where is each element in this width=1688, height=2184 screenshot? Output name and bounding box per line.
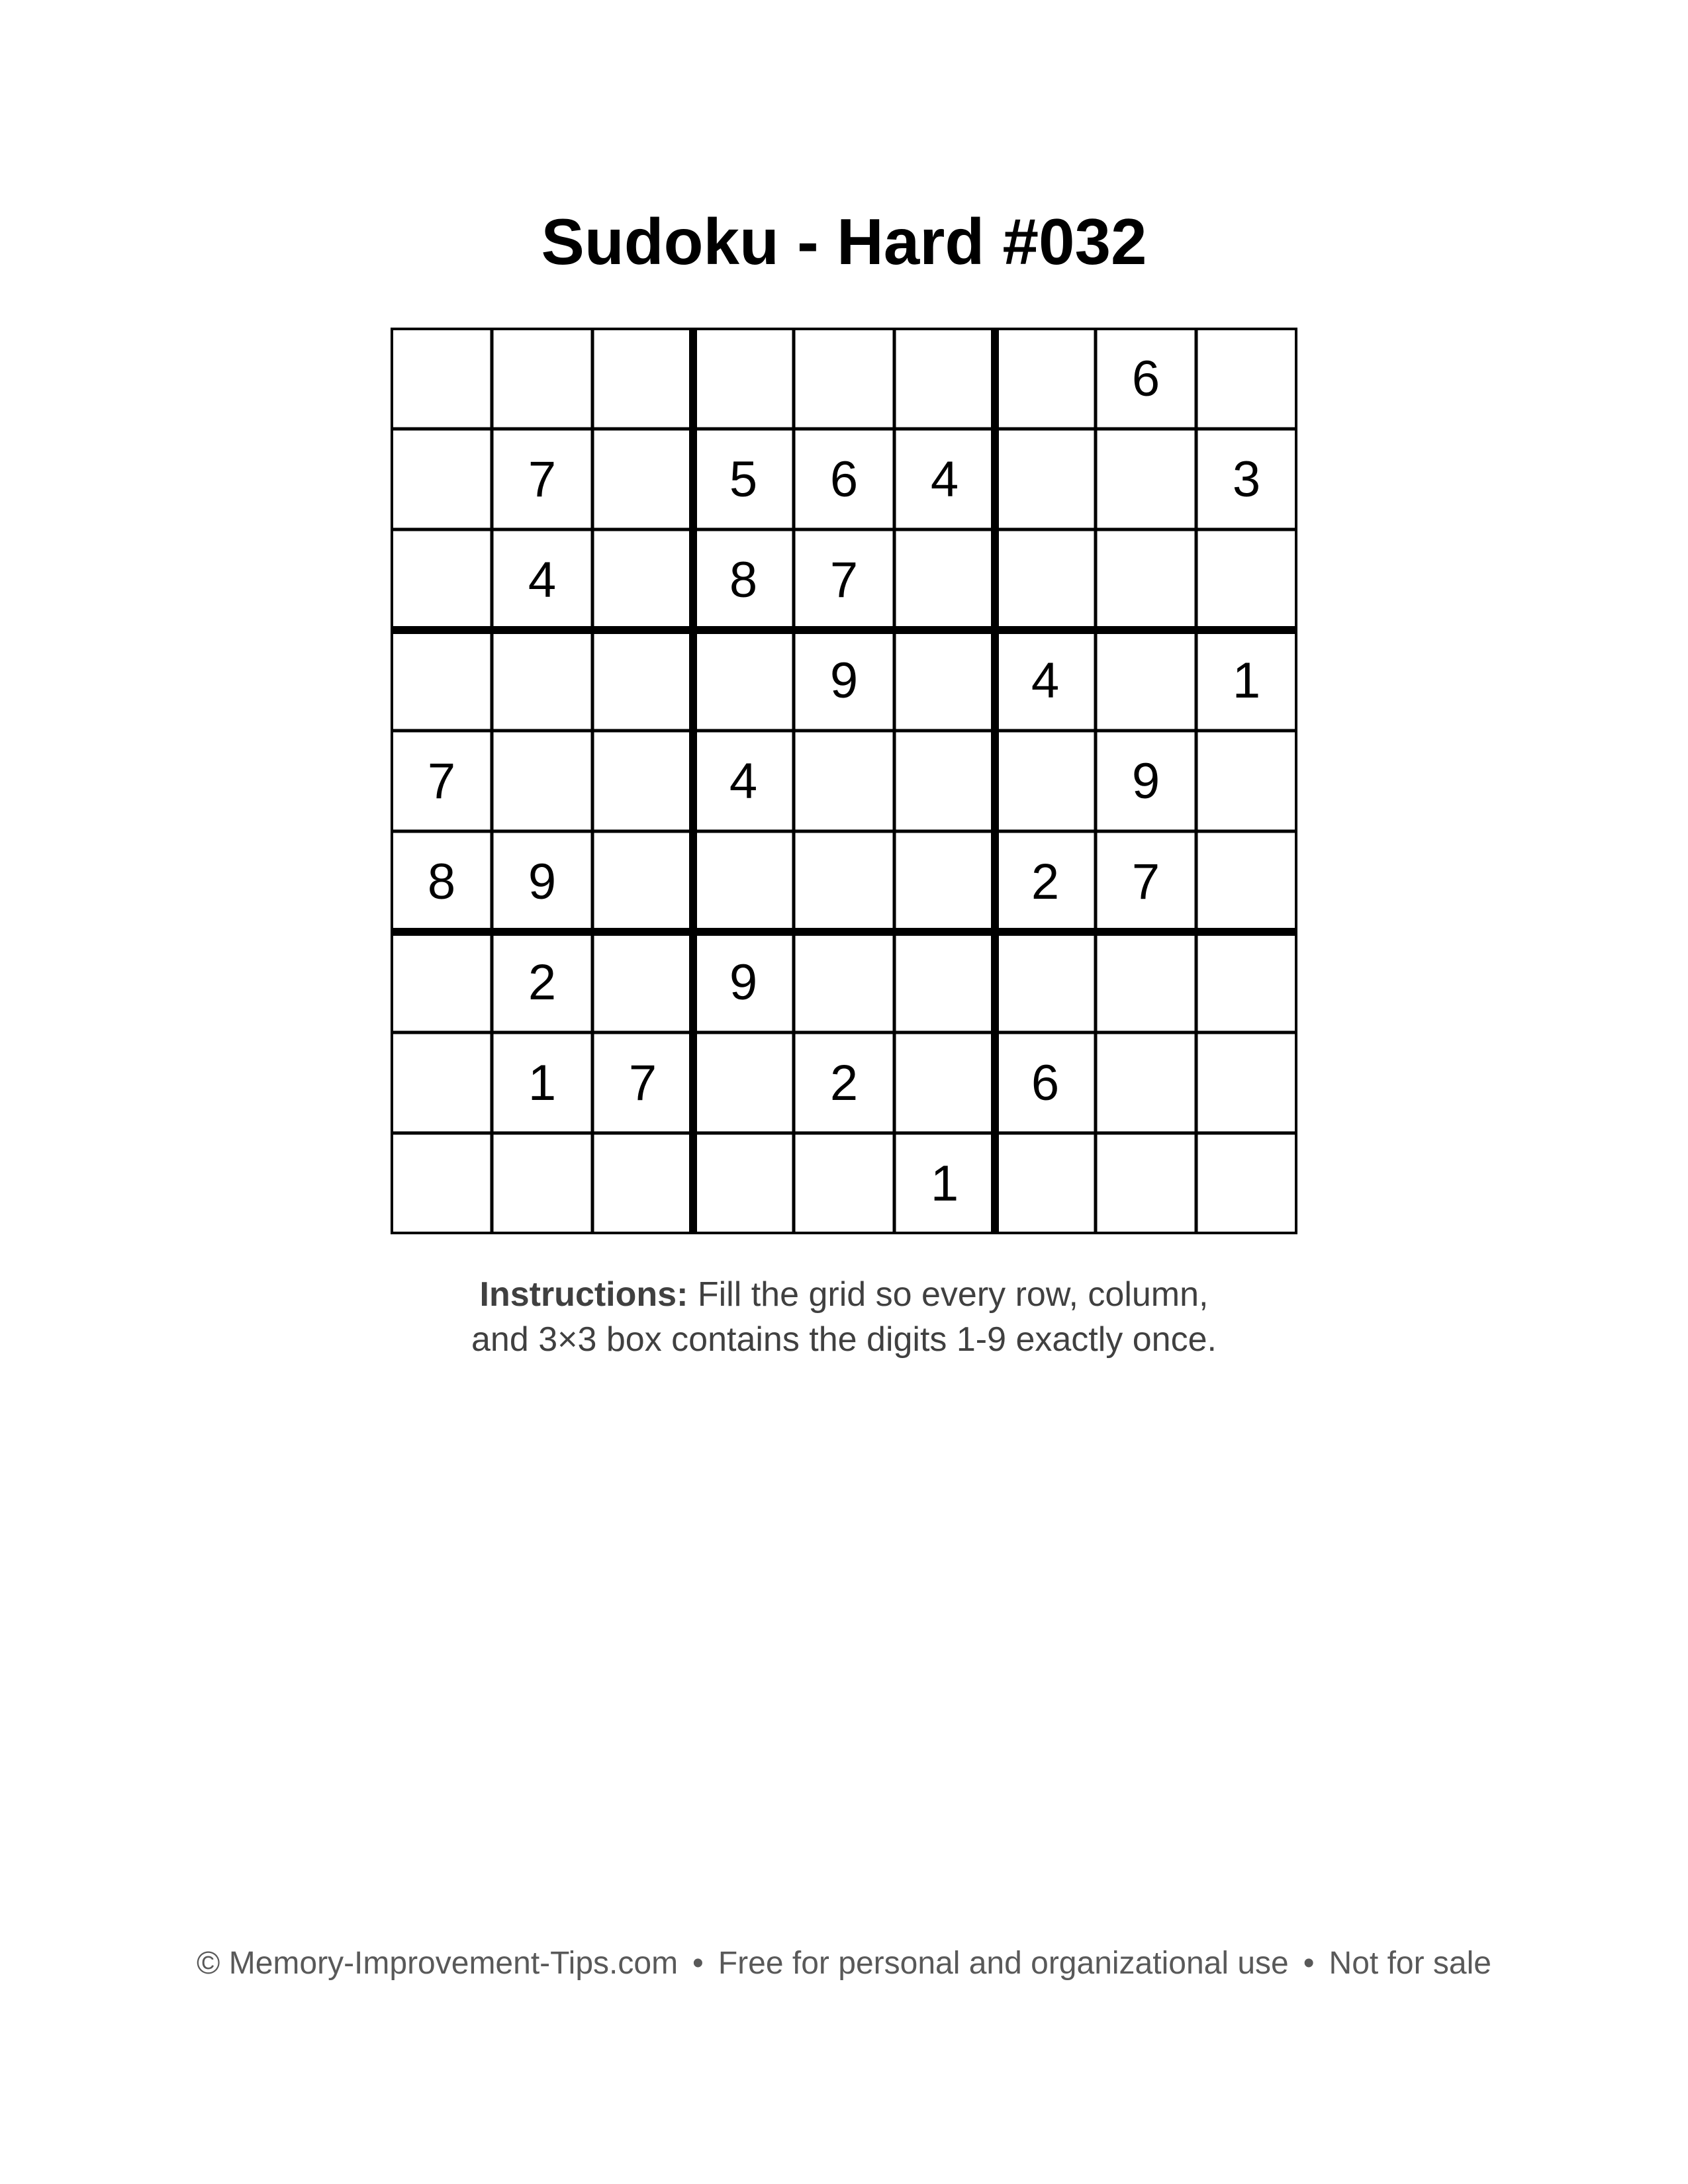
sudoku-cell[interactable] [1096, 429, 1196, 529]
sudoku-cell[interactable]: 9 [729, 954, 758, 1011]
sudoku-cell[interactable] [1096, 529, 1196, 630]
sudoku-cell[interactable] [592, 831, 693, 932]
sudoku-cell[interactable]: 2 [829, 1054, 859, 1111]
sudoku-cell[interactable] [1196, 731, 1297, 831]
sudoku-cell[interactable]: 4 [930, 451, 959, 508]
sudoku-cell[interactable] [492, 1133, 592, 1234]
sudoku-cell[interactable]: 4 [528, 551, 557, 608]
sudoku-cell[interactable]: 1 [528, 1054, 557, 1111]
sudoku-cell[interactable] [492, 731, 592, 831]
sudoku-cell[interactable] [592, 932, 693, 1032]
footer-separator: • [1303, 1946, 1315, 1981]
sudoku-cell[interactable] [995, 328, 1096, 429]
sudoku-cell[interactable] [995, 429, 1096, 529]
sudoku-cell[interactable] [391, 429, 492, 529]
sudoku-cell[interactable] [391, 1133, 492, 1234]
sudoku-cell[interactable] [1196, 529, 1297, 630]
sudoku-cell[interactable] [794, 932, 894, 1032]
sudoku-cell[interactable] [1196, 1133, 1297, 1234]
sudoku-cell[interactable] [894, 731, 995, 831]
sudoku-cell[interactable]: 7 [528, 451, 557, 508]
sudoku-cell[interactable] [1196, 831, 1297, 932]
sudoku-cell[interactable] [693, 328, 794, 429]
instructions-label: Instructions: [479, 1275, 688, 1314]
sudoku-cell[interactable] [592, 429, 693, 529]
sudoku-cell[interactable] [894, 1032, 995, 1133]
sudoku-cell[interactable] [1196, 1032, 1297, 1133]
sudoku-cell[interactable] [391, 630, 492, 731]
sudoku-cell[interactable]: 8 [729, 551, 758, 608]
sudoku-cell[interactable]: 6 [1031, 1054, 1060, 1111]
sudoku-cell[interactable] [1096, 630, 1196, 731]
sudoku-cell[interactable] [592, 1133, 693, 1234]
sudoku-cell[interactable] [894, 529, 995, 630]
sudoku-cell[interactable]: 9 [528, 853, 557, 910]
sudoku-cell[interactable] [995, 1133, 1096, 1234]
sudoku-cell[interactable]: 7 [829, 551, 859, 608]
sudoku-cell[interactable] [693, 831, 794, 932]
sudoku-cell[interactable] [693, 1133, 794, 1234]
footer-sale: Not for sale [1329, 1946, 1491, 1981]
sudoku-cell[interactable] [693, 1032, 794, 1133]
sudoku-cell[interactable] [391, 1032, 492, 1133]
footer-separator: • [692, 1946, 704, 1981]
sudoku-cell[interactable] [1196, 328, 1297, 429]
sudoku-cell[interactable]: 3 [1232, 451, 1261, 508]
sudoku-cell[interactable] [693, 630, 794, 731]
footer-usage: Free for personal and organizational use [718, 1946, 1289, 1981]
sudoku-grid [391, 328, 1297, 1234]
sudoku-cell[interactable] [894, 831, 995, 932]
sudoku-cell[interactable] [391, 328, 492, 429]
sudoku-cell[interactable]: 8 [427, 853, 456, 910]
sudoku-cell[interactable]: 4 [729, 752, 758, 809]
sudoku-cell[interactable]: 6 [829, 451, 859, 508]
sudoku-cell[interactable]: 4 [1031, 652, 1060, 709]
instructions-text-1: Fill the grid so every row, column, [688, 1275, 1209, 1314]
sudoku-cell[interactable] [995, 932, 1096, 1032]
sudoku-cell[interactable] [492, 328, 592, 429]
sudoku-cell[interactable] [794, 831, 894, 932]
sudoku-cell[interactable] [1096, 1032, 1196, 1133]
instructions-line-1 [0, 1272, 1688, 1317]
sudoku-cell[interactable] [995, 529, 1096, 630]
sudoku-cell[interactable] [794, 328, 894, 429]
footer [0, 1942, 1688, 1985]
instructions-line-2: and 3×3 box contains the digits 1-9 exactly once. [471, 1320, 1217, 1359]
sudoku-cell[interactable] [592, 731, 693, 831]
sudoku-cell[interactable] [894, 328, 995, 429]
sudoku-cell[interactable] [894, 932, 995, 1032]
sudoku-cell[interactable] [794, 1133, 894, 1234]
sudoku-cell[interactable] [1096, 1133, 1196, 1234]
sudoku-cell[interactable]: 7 [427, 752, 456, 809]
sudoku-cell[interactable] [492, 630, 592, 731]
sudoku-cell[interactable]: 7 [628, 1054, 657, 1111]
sudoku-cell[interactable]: 9 [829, 652, 859, 709]
footer-copyright: © Memory-Improvement-Tips.com [197, 1946, 679, 1981]
sudoku-cell[interactable]: 7 [1131, 853, 1160, 910]
sudoku-cell[interactable]: 9 [1131, 752, 1160, 809]
sudoku-cell[interactable]: 6 [1131, 350, 1160, 407]
sudoku-cell[interactable] [894, 630, 995, 731]
sudoku-cell[interactable]: 1 [930, 1155, 959, 1212]
sudoku-cell[interactable]: 2 [1031, 853, 1060, 910]
sudoku-cell[interactable] [592, 529, 693, 630]
sudoku-cell[interactable] [391, 529, 492, 630]
sudoku-cell[interactable] [391, 932, 492, 1032]
sudoku-cell[interactable] [995, 731, 1096, 831]
sudoku-cell[interactable] [1096, 932, 1196, 1032]
sudoku-cell[interactable]: 2 [528, 954, 557, 1011]
sudoku-cell[interactable]: 1 [1232, 652, 1261, 709]
page-title: Sudoku - Hard #032 [541, 205, 1147, 278]
sudoku-cell[interactable] [1196, 932, 1297, 1032]
instructions [0, 1272, 1688, 1362]
sudoku-cell[interactable] [794, 731, 894, 831]
sudoku-cell[interactable] [592, 630, 693, 731]
sudoku-cell[interactable] [592, 328, 693, 429]
sudoku-cell[interactable]: 5 [729, 451, 758, 508]
grid-cells [391, 328, 1297, 1234]
